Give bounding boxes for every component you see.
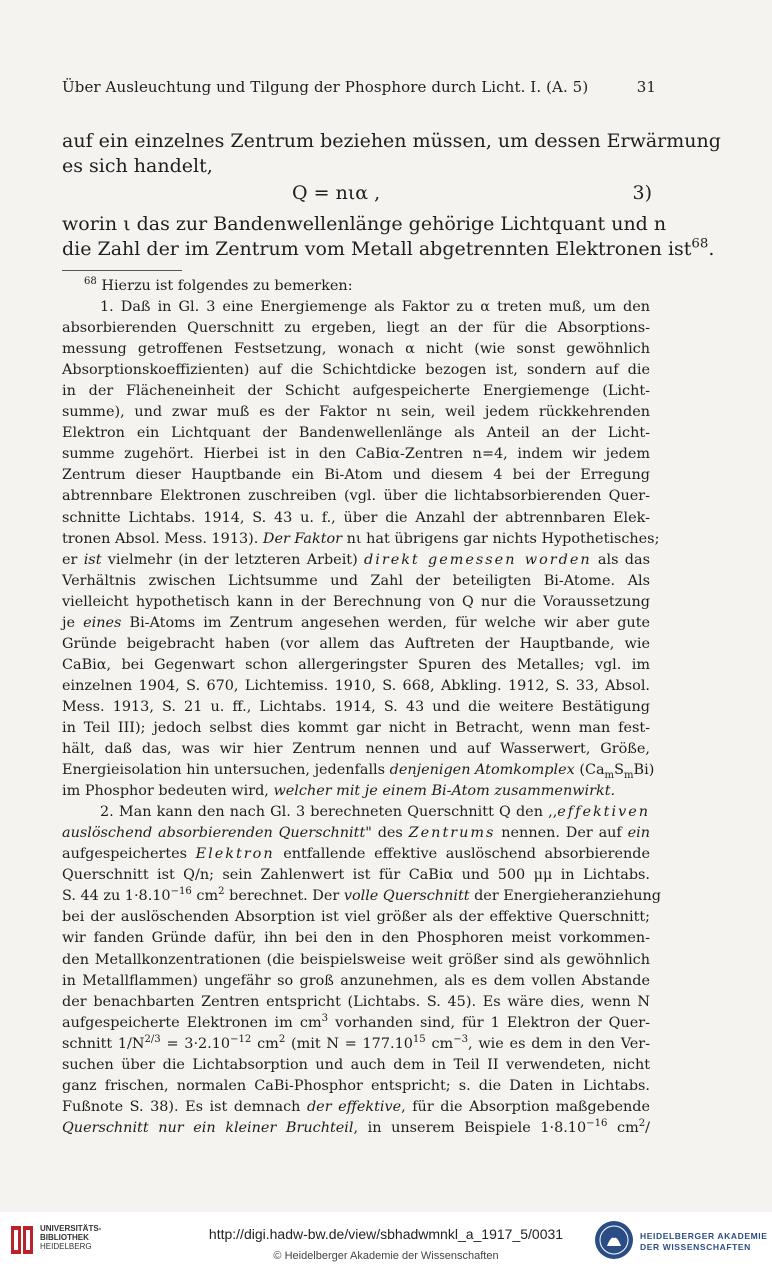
footnote-line: S. 44 zu $1\cdot 8.10^{-16}$ $cm^2$ berechnet. Der volle Querschnitt der Energieheranziehung	[62, 886, 661, 905]
footnote-line: vielleicht hypothetisch kann in der Berechnung von Q nur die Voraussetzung	[62, 593, 650, 610]
footnote-line: wir fanden Gründe dafür, ihn bei den in den Phosphoren meist vorkommen-	[62, 930, 650, 947]
footnote-line: bei der auslöschenden Absorption ist viel größer als der effektive Querschnitt;	[62, 909, 650, 926]
footnote-line: CaBiα, bei Gegenwart schon allergeringster Spuren des Metalles; vgl. im	[62, 656, 650, 673]
footnote-line: in Teil III); jedoch selbst dies kommt gar nicht in Betracht, wenn man fest-	[62, 719, 650, 736]
footnote-line: Zentrum dieser Hauptbande ein Bi-Atom und diesem 4 bei der Erregung	[62, 467, 650, 484]
equation-3	[62, 179, 652, 209]
footnote-line: einzelnen 1904, S. 670, Lichtemiss. 1910, S. 668, Abkling. 1912, S. 33, Absol.	[62, 677, 650, 694]
footnote-line: er ist vielmehr (in der letzteren Arbeit) direkt gemessen worden als das	[62, 551, 650, 568]
footnote-line: $^{68}$ Hierzu ist folgendes zu bemerken:	[84, 276, 353, 294]
footnote-line: Absorptionskoeffizienten) auf die Schichtdicke bezogen ist, sondern auf die	[62, 362, 650, 379]
academy-seal-icon	[594, 1220, 634, 1260]
footnote-line: abtrennbare Elektronen zuschreiben (vgl. über die lichtabsorbierenden Quer-	[62, 488, 650, 505]
main-text	[62, 129, 721, 262]
footnote-line: messung getroffenen Festsetzung, wonach α nicht (wie sonst gewöhnlich	[62, 341, 650, 358]
footnote-line: auslöschend absorbierenden Querschnitt" des Zentrums nennen. Der auf ein	[62, 825, 650, 842]
footnote-line: Querschnitt ist Q/n; sein Zahlenwert ist für CaBiα und 500 μμ in Lichtabs.	[62, 867, 650, 884]
footnote-line: summe zugehört. Hierbei ist in den CaBiα-Zentren n=4, indem wir jedem	[62, 446, 650, 463]
footnote-line: 2. Man kann den nach Gl. 3 berechneten Querschnitt Q den ,,effektiven	[100, 804, 650, 821]
footnote-line: Verhältnis zwischen Lichtsumme und Zahl der beteiligten Bi-Atome. Als	[62, 572, 650, 589]
footnote-line: hält, daß das, was wir hier Zentrum nennen und auf Wasserwert, Größe,	[62, 741, 650, 758]
footnote-line: tronen Absol. Mess. 1913). Der Faktor nι hat übrigens gar nichts Hypothetisches;	[62, 530, 660, 547]
footnote-line: suchen über die Lichtabsorption und auch dem in Teil II verwendeten, nicht	[62, 1056, 650, 1073]
footnote-line: in Metallflammen) ungefähr so groß anzunehmen, als es dem vollen Abstande	[62, 972, 650, 989]
footnote-line: im Phosphor bedeuten wird, welcher mit je einem Bi-Atom zusammenwirkt.	[62, 783, 616, 800]
running-title: Über Ausleuchtung und Tilgung der Phosphore durch Licht. I. (A. 5)	[62, 78, 589, 96]
footnote-line: absorbierenden Querschnitt zu ergeben, liegt an der für die Absorptions-	[62, 320, 650, 337]
footnote-line: Fußnote S. 38). Es ist demnach der effektive, für die Absorption maßgebende	[62, 1098, 650, 1115]
text-line: die Zahl der im Zentrum vom Metall abgetrennten Elektronen ist$^{68}$.	[62, 236, 715, 260]
footnote-line: schnitt $1/N^{2/3} = 3\cdot 2.10^{-12}$ $cm^2$ (mit $N = 177.10^{15}$ $cm^{-3}$, wie es dem in den Ver-	[62, 1033, 651, 1052]
permalink-url[interactable]: http://digi.hadw-bw.de/view/sbhadwmnkl_a_1917_5/0031	[208, 1226, 564, 1242]
page-number: 31	[636, 78, 656, 96]
footnote-line: aufgespeicherte Elektronen im $cm^3$ vorhanden sind, für 1 Elektron der Quer-	[62, 1012, 650, 1031]
equation-text: Q = nια ,	[292, 182, 381, 204]
footnote-line: 1. Daß in Gl. 3 eine Energiemenge als Faktor zu α treten muß, um den	[100, 299, 650, 316]
footnote-line: je eines Bi-Atoms im Zentrum angesehen werden, für welche wir aber gute	[62, 614, 651, 631]
footnote-rule	[62, 270, 182, 271]
footnote-line: ganz frischen, normalen CaBi-Phosphor entspricht; s. die Daten in Lichtabs.	[62, 1077, 650, 1094]
footnote-line: Querschnitt nur ein kleiner Bruchteil, in unserem Beispiele $1\cdot 8.10^{-16}$ $cm^2/$	[62, 1118, 650, 1136]
footnote-line: der benachbarten Zentren entspricht (Lichtabs. S. 45). Es wäre dies, wenn N	[62, 993, 650, 1010]
footnote-line: in der Flächeneinheit der Schicht aufgespeicherte Energiemenge (Licht-	[62, 383, 650, 400]
footnote-line: Gründe beigebracht haben (vor allem das Auftreten der Hauptbande, wie	[62, 635, 650, 652]
footnote-mark: 68	[84, 276, 97, 288]
footnote-line: aufgespeichertes Elektron entfallende effektive auslöschend absorbierende	[62, 846, 650, 863]
running-header	[62, 78, 656, 96]
footnote-line: den Metallkonzentrationen (die beispielsweise weit größer sind als gewöhnlich	[62, 951, 650, 968]
footnote-line: Mess. 1913, S. 21 u. ff., Lichtabs. 1914, S. 43 und die weitere Bestätigung	[62, 698, 650, 715]
text-line: auf ein einzelnes Zentrum beziehen müssen, um dessen Erwärmung	[62, 130, 721, 152]
footnote-68	[62, 276, 661, 1139]
text-line: worin ι das zur Bandenwellenlänge gehörige Lichtquant und n	[62, 213, 667, 235]
equation-number: 3)	[632, 182, 652, 204]
text-line: es sich handelt,	[62, 155, 213, 177]
footnote-line: summe), und zwar muß es der Faktor nι sein, weil jedem rückkehrenden	[62, 404, 650, 421]
footnote-ref: 68	[691, 236, 709, 252]
university-library-name: UNIVERSITÄTS- BIBLIOTHEK HEIDELBERG	[40, 1224, 102, 1251]
footnote-line: schnitte Lichtabs. 1914, S. 43 u. f., über die Anzahl der abtrennbaren Elek-	[62, 509, 650, 526]
footnote-line: Elektron ein Lichtquant der Bandenwellenlänge als Anteil an der Licht-	[62, 425, 650, 442]
footnote-line: Energieisolation hin untersuchen, jedenfalls denjenigen Atomkomplex $(Ca_mS_mBi)$	[62, 762, 655, 781]
viewer-footer	[0, 1212, 772, 1271]
copyright-notice: © Heidelberger Akademie der Wissenschaften	[273, 1250, 499, 1262]
academy-name: HEIDELBERGER AKADEMIE DER WISSENSCHAFTEN	[640, 1231, 768, 1252]
